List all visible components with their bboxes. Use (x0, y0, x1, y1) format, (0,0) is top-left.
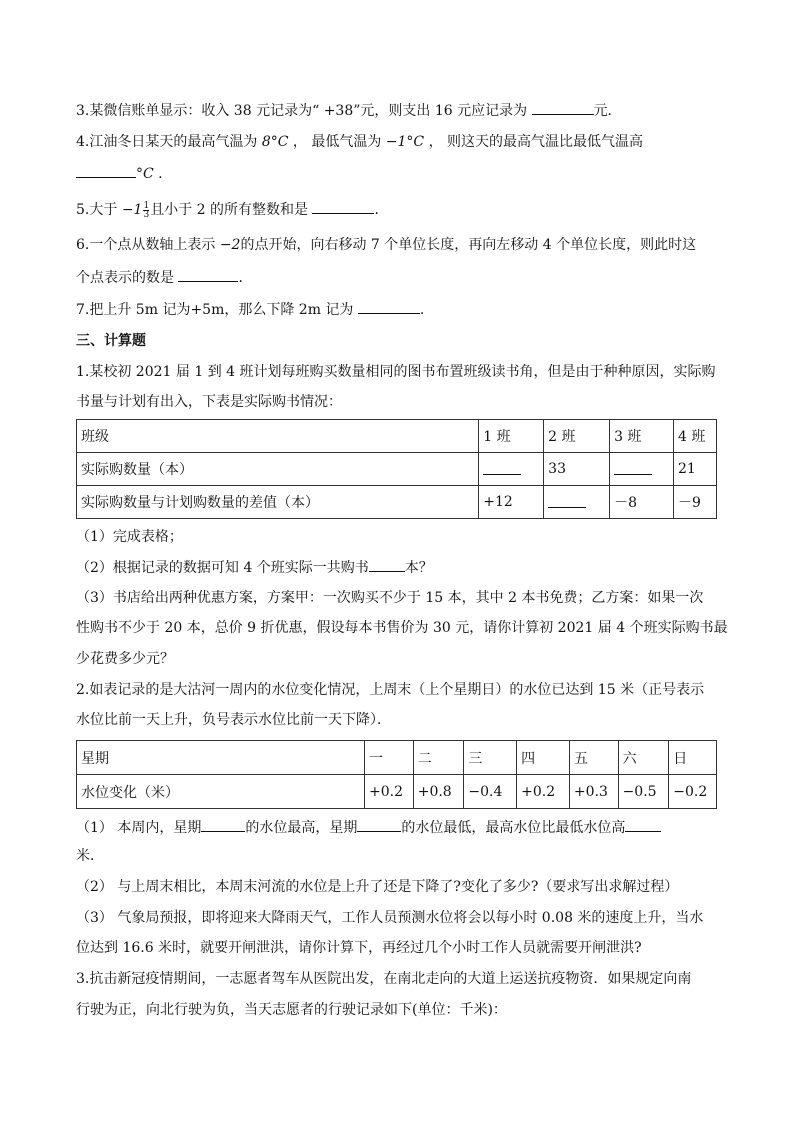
table-cell: －9 (673, 486, 716, 519)
q6-text-d: ． (238, 270, 253, 286)
table-row (77, 486, 717, 519)
q5-text-c: ． (374, 202, 389, 218)
p1-s2-text-b: 本？ (404, 560, 433, 576)
answer-blank[interactable] (548, 493, 586, 508)
answer-blank[interactable] (483, 460, 521, 475)
q6-text-a: 6.一个点从数轴上表示 (76, 237, 220, 253)
question-4-cont (76, 163, 163, 184)
q6-value: −2 (219, 237, 241, 253)
question-6-cont (76, 267, 252, 288)
q3-answer-blank[interactable] (532, 100, 594, 115)
table-cell: −0.5 (618, 775, 669, 809)
q5-text-a: 5.大于 (76, 202, 122, 218)
problem-3-line-2: 行驶为正，向北行驶为负，当天志愿者的行驶记录如下(单位：千米)： (76, 1002, 507, 1018)
q5-fraction (143, 202, 149, 219)
question-7 (76, 299, 424, 320)
q4-max-temp: 8°C (261, 134, 289, 150)
q4-answer-blank[interactable] (76, 163, 136, 178)
problem-1-line-1: 1.某校初 2021 届 1 到 4 班计划每班购买数量相同的图书布置班级读书角，但是由于种种原因，实际购 (76, 364, 716, 380)
table-cell: 实际购数量与计划购数量的差值（本） (77, 486, 479, 519)
q4-text-b: ， 最低气温为 (288, 134, 386, 150)
problem-1-sub-2 (76, 557, 433, 578)
answer-blank[interactable] (614, 460, 652, 475)
q7-answer-blank[interactable] (358, 299, 420, 314)
q4-text-a: 4.江油冬日某天的最高气温为 (76, 134, 262, 150)
p2-s1-text-a: （1） 本周内，星期 (76, 820, 202, 836)
table-cell: −0.4 (464, 775, 517, 809)
p2-s1-blank-lowest[interactable] (357, 817, 401, 832)
table-cell: 33 (544, 453, 610, 486)
q5-fraction-den: 3 (143, 209, 150, 220)
table-cell-blank[interactable] (610, 453, 674, 486)
p2-s1-blank-diff[interactable] (625, 817, 661, 832)
table-cell: 21 (673, 453, 716, 486)
table-cell: 四 (517, 741, 570, 775)
table-row (77, 453, 717, 486)
p2-s1-text-c: 的水位最低，最高水位比最低水位高 (401, 820, 626, 836)
table-cell: +0.2 (517, 775, 570, 809)
table-cell: +0.3 (569, 775, 618, 809)
q7-text-a: 7.把上升 5m 记为+5m，那么下降 2m 记为 (76, 302, 358, 318)
q3-text-c: 元． (593, 103, 622, 119)
table-header-row (77, 741, 717, 775)
table-cell: 1 班 (479, 420, 544, 453)
problem-3-line-1: 3.抗击新冠疫情期间，一志愿者驾车从医院出发，在南北走向的大道上运送抗疫物资．如果规定向南 (76, 971, 692, 987)
table-cell: 一 (365, 741, 414, 775)
problem-2-line-1: 2.如表记录的是大沽河一周内的水位变化情况，上周末（上个星期日）的水位已达到 15 米（正号表示 (76, 682, 705, 698)
table-cell: 二 (413, 741, 464, 775)
question-3 (76, 100, 622, 121)
table-cell: −0.2 (669, 775, 717, 809)
problem-1-sub-3-line-1: （3）书店给出两种优惠方案，方案甲：一次购买不少于 15 本，其中 2 本书免费；乙方案：如果一次 (76, 590, 704, 606)
p1-s2-answer-blank[interactable] (369, 557, 405, 572)
p2-s1-blank-highest[interactable] (201, 817, 245, 832)
table-cell-blank[interactable] (544, 486, 610, 519)
table-cell: 水位变化（米） (77, 775, 365, 809)
table-cell: 三 (464, 741, 517, 775)
table-cell: 4 班 (673, 420, 716, 453)
p1-s2-text-a: （2）根据记录的数据可知 4 个班实际一共购书 (76, 560, 369, 576)
table-cell: 五 (569, 741, 618, 775)
problem-1-sub-3-line-3: 少花费多少元？ (76, 651, 174, 667)
q4-min-temp: −1°C (385, 134, 425, 150)
table-cell: 星期 (77, 741, 365, 775)
table-cell: +0.2 (365, 775, 414, 809)
problem-2-sub-1-cont: 米． (76, 848, 104, 864)
q6-text-b: 的点开始，向右移动 7 个单位长度，再向左移动 4 个单位长度，则此时这 (240, 237, 697, 253)
q7-text-b: . (419, 302, 425, 318)
table-cell: 3 班 (610, 420, 674, 453)
q3-text-b: +38”元，则支出 16 元应记录为 (323, 103, 532, 119)
table-cell: －8 (610, 486, 674, 519)
problem-2-sub-1 (76, 817, 661, 838)
problem-1-line-2: 书量与计划有出入，下表是实际购书情况： (76, 394, 342, 410)
section-3-heading: 三、计算题 (76, 333, 146, 349)
q5-mixed-whole: −1 (121, 202, 143, 218)
q4-end: . (153, 166, 163, 182)
problem-2-sub-3-line-2: 位达到 16.6 米时，就要开闸泄洪，请你计算下，再经过几个小时工作人员就需要开闸泄洪? (76, 940, 642, 956)
p2-s1-text-b: 的水位最高，星期 (245, 820, 358, 836)
question-5 (76, 199, 388, 220)
table-cell: 六 (618, 741, 669, 775)
problem-1-sub-1: （1）完成表格； (76, 529, 183, 545)
problem-2-line-2: 水位比前一天上升，负号表示水位比前一天下降）． (76, 712, 391, 728)
problem-2-sub-2: （2） 与上周末相比，本周末河流的水位是上升了还是下降了?变化了多少?（要求写出求解过程） (76, 879, 679, 895)
q5-text-b: 且小于 2 的所有整数和是 (150, 202, 313, 218)
water-level-table (76, 740, 717, 809)
q6-text-c: 个点表示的数是 (76, 270, 179, 286)
book-purchase-table (76, 419, 717, 519)
question-6 (76, 235, 696, 255)
q5-answer-blank[interactable] (312, 199, 374, 214)
table-cell: +12 (479, 486, 544, 519)
q6-answer-blank[interactable] (178, 267, 238, 282)
q3-text-a: 3.某微信账单显示：收入 38 元记录为“ (76, 103, 324, 119)
table-cell: 2 班 (544, 420, 610, 453)
q4-text-c: ， 则这天的最高气温比最低气温高 (424, 134, 644, 150)
question-4 (76, 132, 643, 152)
q5-fraction-num: 1 (143, 200, 150, 211)
table-row (77, 775, 717, 809)
table-cell-blank[interactable] (479, 453, 544, 486)
problem-1-sub-3-line-2: 性购书不少于 20 本，总价 9 折优惠，假设每本书售价为 30 元，请你计算初 2021 届 4 个班实际购书最 (76, 620, 728, 636)
table-cell: 班级 (77, 420, 479, 453)
problem-2-sub-3-line-1: （3） 气象局预报，即将迎来大降雨天气，工作人员预测水位将会以每小时 0.08 米的速度上升，当水 (76, 910, 704, 926)
q4-unit: °C (136, 166, 154, 182)
table-cell: 实际购数量（本） (77, 453, 479, 486)
table-cell: +0.8 (413, 775, 464, 809)
table-header-row (77, 420, 717, 453)
table-cell: 日 (669, 741, 717, 775)
